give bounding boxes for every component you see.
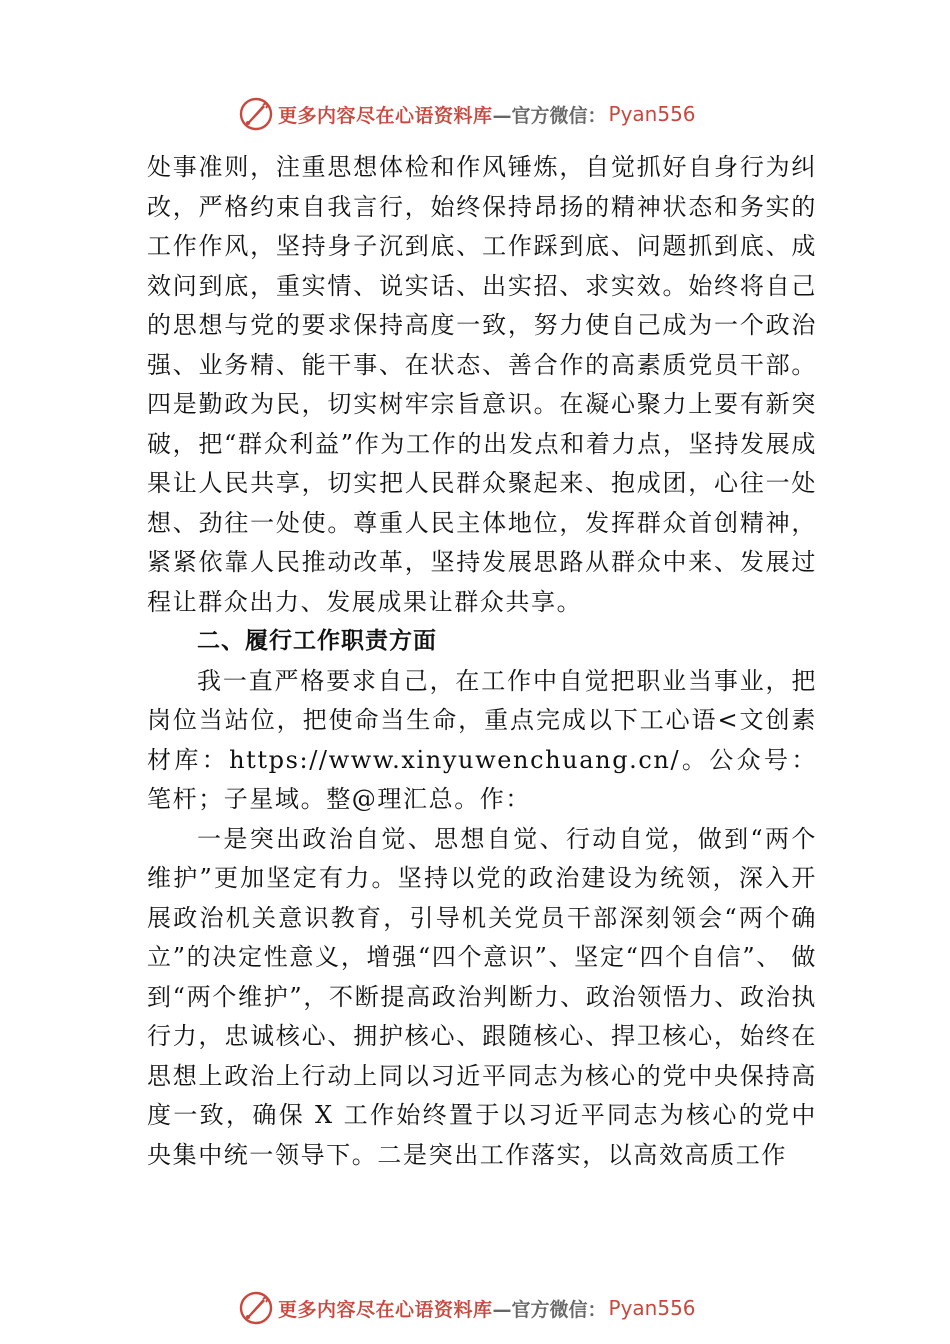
- body-paragraph: 一是突出政治自觉、思想自觉、行动自觉，做到“两个维护”更加坚定有力。坚持以党的政治建设为统领，深入开展政治机关意识教育，引导机关党员干部深刻领会“两个确立”的决定性意义，增强“四个意识”、坚定“四个自信”、 做到“两个维护”，不断提高政治判断力、政治领悟力、政治执行力，忠诚核心、拥护核心、跟随核心、捍卫核心，始终在思想上政治上行动上同以习近平同志为核心的党中央保持高度一致，确保 X 工作始终置于以习近平同志为核心的党中央集中统一领导下。二是突出工作落实，以高效高质工作: [147, 824, 817, 1169]
- banner-separator-text: —官方微信：: [492, 104, 607, 127]
- footer-watermark-banner: [238, 1288, 696, 1328]
- body-paragraph: 处事准则，注重思想体检和作风锤炼，自觉抓好自身行为纠改，严格约束自我言行，始终保持昂扬的精神状态和务实的工作作风，坚持身子沉到底、工作踩到底、问题抓到底、成效问到底，重实情、说实话、出实招、求实效。始终将自己的思想与党的要求保持高度一致，努力使自己成为一个政治强、业务精、能干事、在状态、善合作的高素质党员干部。 四是勤政为民，切实树牢宗旨意识。在凝心聚力上要有新突破，把“群众利益”作为工作的出发点和着力点，坚持发展成果让人民共享，切实把人民群众聚起来、抱成团，心往一处想、劲往一处使。尊重人民主体地位，发挥群众首创精神， 紧紧依靠人民推动改革，坚持发展思路从群众中来、发展过程让群众出力、发展成果让群众共享。: [147, 153, 817, 616]
- quill-pen-logo-icon: [238, 96, 274, 132]
- banner-wechat-id: Pyan556: [608, 102, 696, 126]
- section-heading: 二、履行工作职责方面: [197, 628, 437, 654]
- header-watermark-banner: [238, 94, 696, 134]
- banner-wechat-id: Pyan556: [608, 1296, 696, 1320]
- banner-separator-text: —官方微信：: [492, 1298, 607, 1321]
- quill-pen-logo-icon: [238, 1290, 274, 1326]
- document-body: [147, 148, 817, 1175]
- body-paragraph: 我一直严格要求自己，在工作中自觉把职业当事业，把岗位当站位，把使命当生命，重点完成以下工心语<文创素材库：https://www.xinyuwenchuang.cn/。公众号：笔杆；子星域。整@理汇总。作：: [147, 666, 817, 813]
- banner-brand-text: 更多内容尽在心语资料库: [278, 1298, 493, 1321]
- banner-brand-text: 更多内容尽在心语资料库: [278, 104, 493, 127]
